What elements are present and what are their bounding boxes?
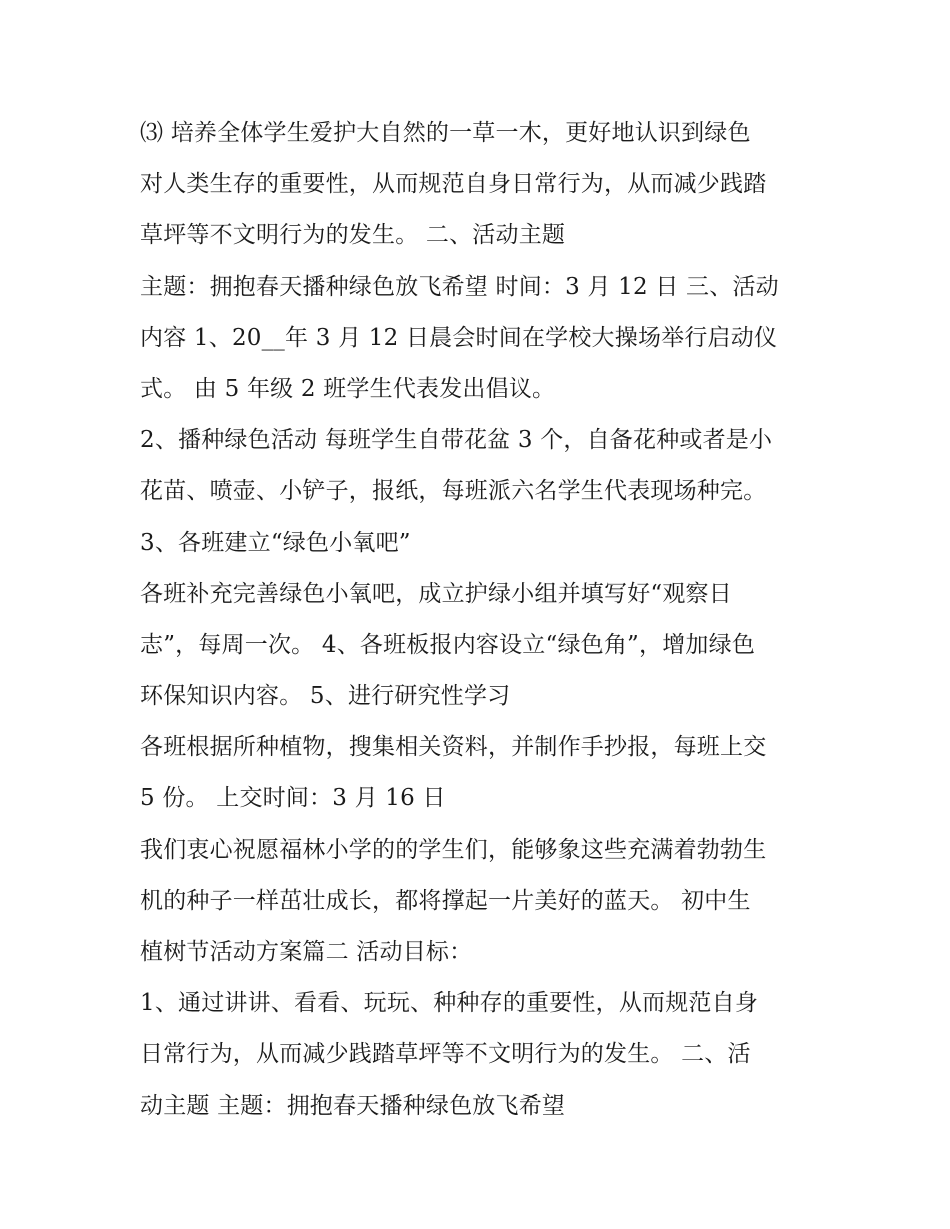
text-line: 我们衷心祝愿福林小学的的学生们，能够象这些充满着勃勃生 bbox=[140, 836, 767, 863]
document-body bbox=[140, 108, 840, 1132]
text-line: 花苗、喷壶、小铲子，报纸，每班派六名学生代表现场种完。 bbox=[140, 478, 767, 505]
text-line: 机的种子一样茁壮成长，都将撑起一片美好的蓝天。 初中生 bbox=[140, 887, 751, 914]
text-line: 1、通过讲讲、看看、玩玩、种种存的重要性，从而规范自身 bbox=[140, 990, 759, 1017]
text-line: 主题：拥抱春天播种绿色放飞希望 时间：3 月 12 日 三、活动 bbox=[140, 273, 779, 300]
text-line: 日常行为，从而减少践踏草坪等不文明行为的发生。 二、活 bbox=[140, 1041, 751, 1068]
text-line: 内容 1、20__年 3 月 12 日晨会时间在学校大操场举行启动仪 bbox=[140, 324, 778, 351]
text-line: 植树节活动方案篇二 活动目标： bbox=[140, 939, 473, 965]
text-line: 3、各班建立“绿色小氧吧” bbox=[140, 529, 411, 556]
text-line: 动主题 主题：拥抱春天播种绿色放飞希望 bbox=[140, 1092, 566, 1119]
text-line: ⑶ 培养全体学生爱护大自然的一草一木，更好地认识到绿色 bbox=[140, 120, 751, 146]
text-line: 草坪等不文明行为的发生。 二、活动主题 bbox=[140, 222, 566, 249]
text-line: 各班根据所种植物，搜集相关资料，并制作手抄报，每班上交 bbox=[140, 734, 767, 761]
text-line: 式。 由 5 年级 2 班学生代表发出倡议。 bbox=[140, 375, 556, 402]
text-line: 各班补充完善绿色小氧吧，成立护绿小组并填写好“观察日 bbox=[140, 580, 732, 607]
text-line: 对人类生存的重要性，从而规范自身日常行为，从而减少践踏 bbox=[140, 171, 767, 198]
text-line: 志”，每周一次。 4、各班板报内容设立“绿色角”，增加绿色 bbox=[140, 631, 756, 658]
text-line: 环保知识内容。 5、进行研究性学习 bbox=[140, 683, 511, 710]
text-line: 5 份。 上交时间：3 月 16 日 bbox=[140, 785, 446, 812]
text-line: 2、播种绿色活动 每班学生自带花盆 3 个，自备花种或者是小 bbox=[140, 427, 773, 454]
